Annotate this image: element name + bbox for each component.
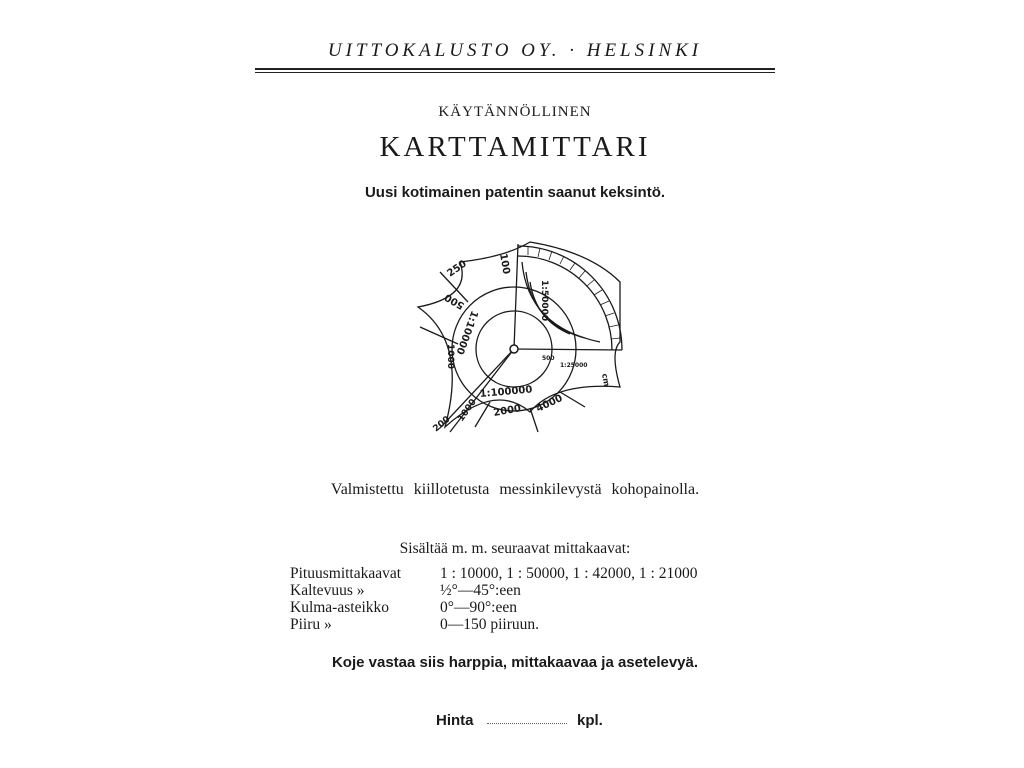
label-500-small: 500 xyxy=(542,355,555,362)
header-rule-thin xyxy=(255,72,775,73)
label-1-50000: 1:50000 xyxy=(539,280,549,322)
page-title: KARTTAMITTARI xyxy=(379,131,651,163)
price-label: Hinta xyxy=(436,712,474,729)
map-measurer-illustration xyxy=(410,232,635,442)
label-1000-left: 1000 xyxy=(445,344,455,370)
scale-row xyxy=(290,565,697,582)
arm-right xyxy=(514,349,622,350)
pivot-center xyxy=(510,345,518,353)
label-1-100000: 1:100000 xyxy=(479,384,533,400)
label-4000: 4000 xyxy=(534,392,565,415)
header-rule-thick xyxy=(255,68,775,70)
label-500: 500 xyxy=(442,290,467,311)
label-cm: cm xyxy=(600,372,612,388)
scale-value: 0°—90°:een xyxy=(440,599,517,616)
label-200: 200 xyxy=(431,414,453,435)
contains-heading: Sisältää m. m. seuraavat mittakaavat: xyxy=(399,540,631,557)
pre-title: KÄYTÄNNÖLLINEN xyxy=(438,104,592,120)
scale-name: Piiru » xyxy=(290,616,332,633)
scale-row xyxy=(290,616,697,633)
label-100: 100 xyxy=(497,252,512,276)
material-description: Valmistettu kiillotetusta messinkilevystä kohopainolla. xyxy=(330,481,700,498)
label-250: 250 xyxy=(445,258,469,280)
slope-curve-2 xyxy=(526,272,585,338)
subtitle: Uusi kotimainen patentin saanut keksintö. xyxy=(364,184,666,201)
scale-table xyxy=(290,565,697,633)
price-blank-line xyxy=(487,723,567,724)
label-2000: 2000 xyxy=(492,403,522,419)
scale-name: Kaltevuus » xyxy=(290,582,365,599)
label-1000-bottom: 1000 xyxy=(456,397,479,424)
label-1-10000: 1:10000 xyxy=(453,308,480,356)
scale-value: 0—150 piiruun. xyxy=(440,616,540,633)
quarter-arc-inner xyxy=(518,256,612,350)
arm-up xyxy=(514,244,518,349)
scale-row xyxy=(290,582,697,599)
summary-text: Koje vastaa siis harppia, mittakaavaa ja asetelevyä. xyxy=(331,654,699,671)
company-header: UITTOKALUSTO OY. · HELSINKI xyxy=(327,40,703,61)
scale-name: Pituusmittakaavat xyxy=(290,565,402,582)
label-1-25000: 1:25000 xyxy=(560,362,588,369)
scale-name: Kulma-asteikko xyxy=(290,599,390,616)
scale-value: ½°—45°:een xyxy=(440,582,521,599)
scale-row xyxy=(290,599,697,616)
scale-value: 1 : 10000, 1 : 50000, 1 : 42000, 1 : 21000 xyxy=(440,565,698,582)
price-unit: kpl. xyxy=(577,712,603,729)
segment-line-5 xyxy=(560,392,585,407)
slope-curve-3 xyxy=(530,282,570,334)
